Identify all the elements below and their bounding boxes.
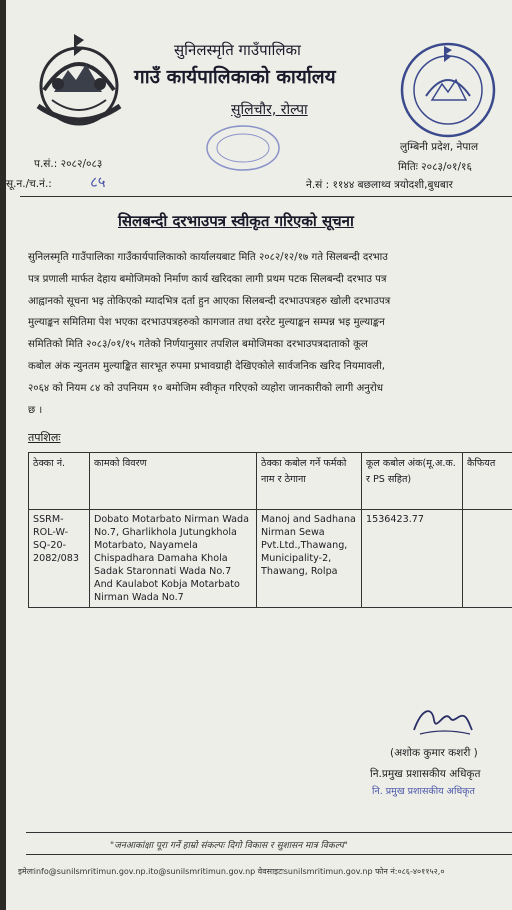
work-description-cell: Dobato Motarbato Nirman Wada No.7, Gharlikhola Jutungkhola Motarbato, Nayamela Chispadhara Damaha Khola Sadak Staronnati Wada No.7 And Kaulabot Kobja Motarbato Nirman Wada No.7: [90, 510, 257, 608]
notice-title: सिलबन्दी दरभाउपत्र स्वीकृत गरिएको सूचना: [118, 212, 354, 230]
issue-date: मितिः २०८३/०१/१६: [398, 161, 472, 173]
notice-line: आह्वानको सूचना भइ तोकिएको म्यादभित्र दर्ता हुन आएका सिलबन्दी दरभाउपत्रहरु खोली दरभाउपत्र: [28, 295, 391, 307]
footer-slogan: "जनआकांक्षा पूरा गर्ने हाम्रो संकल्पः दिगो विकास र सुशासन मात्र विकल्प": [110, 841, 348, 851]
footer-divider-top: [26, 832, 512, 833]
document-page: [6, 0, 512, 910]
notice-line: २०६४ को नियम ८४ को उपनियम १० बमोजिम स्वीकृत गरिएको व्यहोरा जानकारीको लागी अनुरोध: [28, 382, 383, 394]
column-header: कैफियत: [463, 453, 512, 510]
municipality-seal-icon: [398, 40, 498, 140]
firm-cell: Manoj and Sadhana Nirman Sewa Pvt.Ltd.,Thawang, Municipality-2, Thawang, Rolpa: [257, 510, 362, 608]
column-header: कूल कबोल अंक(मू.अ.क. र PS सहित): [362, 453, 463, 510]
designation-stamp: नि. प्रमुख प्रशासकीय अधिकृत: [372, 786, 475, 797]
remarks-cell: [463, 510, 512, 608]
notice-line: मुल्याङ्कन समितिमा पेश भएका दरभाउपत्रहरुको कागजात तथा दररेट मुल्याङ्कन सम्पन्न भइ मुल्याङ्कन: [28, 317, 385, 329]
signatory-name: (अशोक कुमार कशरी ): [390, 747, 478, 759]
table-header-row: [29, 453, 512, 510]
dispatch-number-handwritten: ८५: [90, 173, 106, 191]
notice-line: सुनिलस्मृति गाउँपालिका गाउँकार्यपालिकाको कार्यालयबाट मिति २०८२/१२/१७ गते सिलबन्दी दरभाउ: [28, 252, 388, 263]
received-stamp-icon: [203, 122, 283, 174]
amount-cell: 1536423.77: [362, 510, 463, 608]
notice-line: पत्र प्रणाली मार्फत देहाय बमोजिमको निर्माण कार्य खरिदका लागी प्रथम पटक सिलबन्दी दरभाउ पत्र: [28, 273, 387, 285]
fiscal-year: प.सं.: २०८२/०८३: [34, 158, 103, 170]
contract-number-cell: SSRM-ROL-W-SQ-20-2082/083: [29, 510, 90, 608]
details-label: तपशिलः: [28, 431, 61, 444]
notice-line: छ ।: [28, 404, 43, 416]
nepal-sambat-date: ने.सं : ११४४ बछलाथ्व त्रयोदशी,बुधबार: [306, 179, 453, 191]
contract-table: [28, 452, 512, 608]
column-header: ठेक्का नं.: [29, 453, 90, 510]
nepal-emblem-icon: [24, 30, 134, 138]
column-header: ठेक्का कबोल गर्ने फर्मको नाम र ठेगाना: [257, 453, 362, 510]
table-row: [29, 510, 512, 608]
province-name: लुम्बिनी प्रदेश, नेपाल: [400, 141, 479, 153]
column-header: कामको विवरण: [90, 453, 257, 510]
footer-contact: इमेलःinfo@sunilsmritimun.gov.np.ito@sunilsmritimun.gov.np वेवसाइटःsunilsmritimun.gov.np फोन नं:०८६-४०११५२,०: [18, 867, 445, 876]
header-divider: [20, 196, 512, 197]
signatory-designation: नि.प्रमुख प्रशासकीय अधिकृत: [370, 768, 481, 780]
notice-line: कबोल अंक न्युनतम मुल्याङ्कित सारभूत रुपमा प्रभावग्राही देखिएकोले सार्वजनिक खरिद नियमावली,: [28, 360, 385, 372]
signature-icon: [410, 700, 476, 742]
office-location: सुलिचौर, रोल्पा: [231, 102, 308, 118]
notice-body: [28, 247, 502, 421]
notice-line: समितिको मिति २०८३/०१/१५ गतेको निर्णयानुसार तपशिल बमोजिमका दरभाउपत्रदाताको कूल: [28, 339, 368, 351]
dispatch-number-label: सू.न./च.नं.:: [6, 178, 52, 190]
municipality-name: सुनिलस्मृति गाउँपालिका: [174, 41, 301, 59]
footer-divider-bottom: [26, 854, 512, 855]
office-name: गाउँ कार्यपालिकाको कार्यालय: [134, 66, 336, 88]
